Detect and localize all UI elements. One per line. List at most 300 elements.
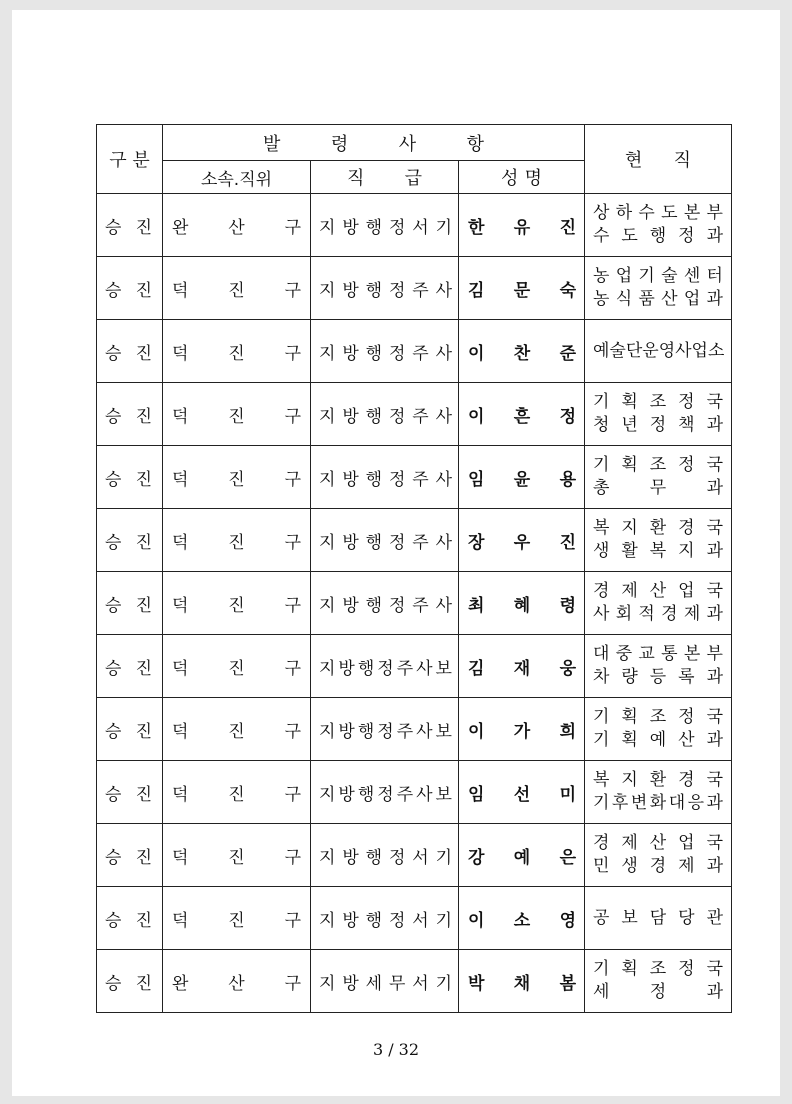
current-position-char: 대 (593, 644, 610, 664)
current-position-char: 획 (621, 392, 638, 412)
grade-char: 무 (388, 973, 406, 994)
current-position-char: 하 (615, 203, 633, 223)
header-char: 직 (673, 150, 691, 171)
grade-char: 사 (435, 532, 452, 553)
current-position-cell (585, 320, 732, 383)
page-number: 3 / 32 (372, 1040, 420, 1059)
current-position-char: 후 (611, 793, 629, 813)
name-char: 김 (468, 280, 485, 301)
category-char: 승 (105, 847, 122, 868)
grade-char: 정 (388, 280, 406, 301)
current-position-char: 업 (678, 833, 695, 853)
grade-char: 주 (412, 532, 429, 553)
grade-char: 지 (319, 343, 336, 364)
header-gubun: 구 분 (97, 125, 163, 194)
category-char: 승 (105, 658, 122, 679)
current-position-char: 과 (706, 982, 723, 1002)
grade-char: 서 (412, 847, 429, 868)
grade-cell (311, 761, 459, 824)
current-position-char: 상 (593, 203, 610, 223)
current-position-char: 업 (683, 289, 701, 309)
name-cell (459, 698, 585, 761)
current-position-char: 경 (649, 856, 667, 876)
grade-char: 행 (365, 343, 383, 364)
current-position-char: 기 (593, 730, 610, 750)
category-cell (97, 509, 163, 572)
grade-char: 주 (412, 280, 429, 301)
current-position-char: 정 (678, 226, 695, 246)
current-position-char: 과 (706, 541, 723, 561)
department-char: 진 (228, 406, 245, 427)
grade-char: 주 (396, 658, 414, 679)
current-position-char: 복 (649, 541, 667, 561)
header-jikgeup (311, 161, 459, 194)
category-char: 진 (135, 406, 152, 427)
current-position-char: 수 (593, 226, 610, 246)
table-row (97, 635, 732, 698)
current-position-char: 획 (621, 455, 638, 475)
name-char: 문 (513, 280, 531, 301)
current-position-char: 술 (661, 266, 678, 286)
grade-char: 보 (435, 658, 452, 679)
department-char: 구 (284, 532, 301, 553)
grade-char: 행 (357, 721, 375, 742)
current-position-char: 농 (593, 266, 610, 286)
grade-cell (311, 635, 459, 698)
current-position-char: 화 (649, 793, 667, 813)
current-position-char: 경 (593, 833, 610, 853)
grade-char: 지 (319, 595, 336, 616)
current-position-char: 년 (621, 415, 638, 435)
current-position-char: 과 (706, 604, 723, 624)
current-position-char: 정 (678, 959, 695, 979)
table-row (97, 509, 732, 572)
current-position-char: 국 (706, 833, 723, 853)
current-position-char: 부 (706, 203, 723, 223)
table-row (97, 572, 732, 635)
department-cell (163, 509, 311, 572)
header-char: 발 (263, 133, 281, 155)
header-char: 직 (347, 168, 365, 189)
category-cell (97, 698, 163, 761)
department-cell (163, 383, 311, 446)
current-position-char: 국 (706, 959, 723, 979)
department-char: 산 (228, 973, 245, 994)
current-position-line (593, 202, 723, 225)
current-position-char: 업 (678, 581, 695, 601)
current-position-char: 량 (621, 667, 638, 687)
current-position-line (593, 981, 723, 1004)
current-position-char: 국 (706, 581, 723, 601)
current-position-line (593, 454, 723, 477)
current-position-char: 회 (615, 604, 633, 624)
grade-char: 정 (388, 217, 406, 238)
current-position-char: 산 (649, 833, 667, 853)
name-char: 미 (559, 784, 576, 805)
current-position-char: 도 (621, 226, 638, 246)
current-position-line (593, 540, 723, 563)
grade-char: 기 (435, 217, 452, 238)
category-char: 진 (135, 217, 152, 238)
grade-char: 정 (377, 658, 394, 679)
department-char: 진 (228, 532, 245, 553)
category-cell (97, 824, 163, 887)
current-position-char: 생 (593, 541, 610, 561)
grade-char: 방 (342, 469, 359, 490)
current-position-char: 복 (593, 518, 610, 538)
current-position-line (593, 769, 723, 792)
current-position-char: 민 (593, 856, 610, 876)
current-position-cell (585, 635, 732, 698)
table-row (97, 383, 732, 446)
name-char: 정 (559, 406, 576, 427)
current-position-cell (585, 194, 732, 257)
grade-char: 주 (412, 406, 429, 427)
current-position-char: 적 (638, 604, 655, 624)
grade-char: 행 (365, 217, 383, 238)
grade-char: 행 (365, 595, 383, 616)
current-position-char: 과 (706, 730, 723, 750)
current-position-char: 활 (621, 541, 638, 561)
name-char: 희 (559, 721, 576, 742)
current-position-char: 대 (668, 793, 686, 813)
grade-char: 지 (319, 784, 336, 805)
current-position-char: 산 (661, 289, 678, 309)
current-position-cell (585, 509, 732, 572)
grade-char: 방 (338, 658, 355, 679)
grade-char: 지 (319, 847, 336, 868)
grade-char: 정 (388, 847, 406, 868)
name-cell (459, 446, 585, 509)
current-position-char: 과 (706, 226, 723, 246)
current-position-char: 정 (649, 415, 667, 435)
department-char: 구 (284, 217, 301, 238)
grade-cell (311, 446, 459, 509)
name-char: 령 (559, 595, 576, 616)
department-char: 구 (284, 280, 301, 301)
current-position-cell (585, 257, 732, 320)
current-position-cell (585, 698, 732, 761)
department-cell (163, 824, 311, 887)
department-cell (163, 950, 311, 1013)
department-char: 구 (284, 406, 301, 427)
category-char: 진 (135, 280, 152, 301)
name-char: 혜 (513, 595, 531, 616)
current-position-char: 공 (593, 907, 610, 928)
grade-cell (311, 887, 459, 950)
department-char: 산 (228, 217, 245, 238)
current-position-char: 무 (649, 478, 667, 498)
grade-char: 지 (319, 721, 336, 742)
current-position-char: 과 (706, 415, 723, 435)
current-position-char: 청 (593, 415, 610, 435)
name-char: 윤 (513, 469, 531, 490)
grade-char: 지 (319, 910, 336, 931)
category-cell (97, 950, 163, 1013)
header-balryeong (163, 125, 585, 161)
name-cell (459, 257, 585, 320)
current-position-char: 제 (621, 581, 638, 601)
grade-char: 방 (342, 343, 359, 364)
grade-char: 방 (342, 532, 359, 553)
grade-char: 주 (412, 343, 429, 364)
current-position-line (593, 832, 723, 855)
current-position-char: 과 (706, 793, 723, 813)
current-position-char: 환 (649, 518, 667, 538)
department-char: 완 (172, 217, 189, 238)
department-char: 구 (284, 343, 301, 364)
category-char: 진 (135, 343, 152, 364)
department-cell (163, 635, 311, 698)
grade-char: 정 (388, 532, 406, 553)
current-position-cell (585, 950, 732, 1013)
current-position-char: 환 (649, 770, 667, 790)
current-position-cell (585, 824, 732, 887)
name-char: 소 (513, 910, 531, 931)
category-char: 승 (105, 217, 122, 238)
header-char: 항 (466, 133, 484, 155)
current-position-line (593, 729, 723, 752)
current-position-char: 경 (678, 770, 695, 790)
table-row (97, 698, 732, 761)
grade-char: 방 (342, 406, 359, 427)
grade-char: 서 (412, 910, 429, 931)
name-char: 봄 (559, 973, 576, 994)
department-char: 덕 (172, 847, 189, 868)
header-char: 현 (625, 150, 643, 171)
current-position-char: 예 (649, 730, 667, 750)
grade-char: 정 (377, 784, 394, 805)
grade-char: 주 (412, 595, 429, 616)
name-char: 한 (468, 217, 485, 238)
category-cell (97, 572, 163, 635)
grade-char: 기 (435, 847, 452, 868)
grade-char: 정 (388, 406, 406, 427)
department-char: 진 (228, 658, 245, 679)
name-char: 임 (468, 784, 485, 805)
current-position-char: 터 (706, 266, 723, 286)
current-position-char: 경 (661, 604, 678, 624)
grade-char: 기 (435, 973, 452, 994)
current-position-char: 기 (638, 266, 655, 286)
grade-char: 정 (388, 910, 406, 931)
category-char: 진 (135, 469, 152, 490)
department-char: 덕 (172, 910, 189, 931)
current-position-char: 경 (678, 518, 695, 538)
current-position-char: 조 (649, 455, 667, 475)
name-char: 강 (468, 847, 485, 868)
current-position-line (593, 706, 723, 729)
current-position-line (593, 958, 723, 981)
current-position-line (593, 391, 723, 414)
department-char: 구 (284, 721, 301, 742)
department-char: 덕 (172, 784, 189, 805)
current-position-char: 통 (661, 644, 678, 664)
category-char: 승 (105, 595, 122, 616)
current-position-char: 농 (593, 289, 610, 309)
grade-cell (311, 572, 459, 635)
current-position-char: 행 (649, 226, 667, 246)
department-char: 덕 (172, 658, 189, 679)
current-position-char: 과 (706, 856, 723, 876)
grade-char: 사 (435, 280, 452, 301)
category-char: 승 (105, 532, 122, 553)
category-cell (97, 761, 163, 824)
department-char: 완 (172, 973, 189, 994)
name-char: 박 (468, 973, 485, 994)
grade-char: 지 (319, 658, 336, 679)
name-char: 김 (468, 658, 485, 679)
grade-char: 보 (435, 784, 452, 805)
category-cell (97, 446, 163, 509)
current-position-cell (585, 572, 732, 635)
current-position-char: 교 (638, 644, 655, 664)
name-char: 이 (468, 343, 485, 364)
grade-cell (311, 320, 459, 383)
current-position-char: 응 (687, 793, 705, 813)
current-position-char: 지 (621, 770, 638, 790)
name-char: 이 (468, 406, 485, 427)
current-position-char: 획 (621, 707, 638, 727)
department-char: 진 (228, 784, 245, 805)
current-position-char: 센 (683, 266, 701, 286)
current-position-char: 세 (593, 982, 610, 1002)
current-position-char: 중 (615, 644, 633, 664)
department-cell (163, 887, 311, 950)
grade-char: 지 (319, 469, 336, 490)
header-char: 성 (501, 168, 519, 189)
current-position-line (593, 603, 723, 626)
current-position-line (593, 792, 723, 815)
current-position-char: 정 (678, 392, 695, 412)
grade-char: 방 (342, 280, 359, 301)
name-char: 이 (468, 910, 485, 931)
name-char: 은 (559, 847, 576, 868)
name-char: 임 (468, 469, 485, 490)
department-char: 진 (228, 847, 245, 868)
table-row (97, 194, 732, 257)
current-position-char: 등 (649, 667, 667, 687)
table-row (97, 257, 732, 320)
current-position-char: 책 (678, 415, 695, 435)
grade-cell (311, 698, 459, 761)
grade-char: 서 (412, 217, 429, 238)
grade-char: 주 (396, 784, 414, 805)
current-position-char: 록 (678, 667, 695, 687)
department-cell (163, 257, 311, 320)
grade-cell (311, 509, 459, 572)
grade-char: 행 (365, 469, 383, 490)
name-char: 우 (513, 532, 531, 553)
category-char: 승 (105, 469, 122, 490)
current-position-char: 식 (615, 289, 633, 309)
current-position-line (593, 666, 723, 689)
category-cell (97, 257, 163, 320)
category-char: 진 (135, 532, 152, 553)
table-row (97, 887, 732, 950)
current-position-char: 생 (621, 856, 638, 876)
grade-char: 정 (388, 469, 406, 490)
current-position-line (593, 907, 723, 930)
current-position-cell (585, 446, 732, 509)
current-position-cell (585, 887, 732, 950)
category-char: 진 (135, 910, 152, 931)
category-char: 진 (135, 595, 152, 616)
department-char: 덕 (172, 343, 189, 364)
name-char: 이 (468, 721, 485, 742)
current-position-char: 차 (593, 667, 610, 687)
grade-char: 정 (388, 595, 406, 616)
table-row (97, 950, 732, 1013)
category-char: 승 (105, 910, 122, 931)
grade-char: 행 (365, 406, 383, 427)
header-seongmyeong (459, 161, 585, 194)
header-char: 급 (404, 168, 422, 189)
current-position-line (593, 855, 723, 878)
department-char: 덕 (172, 469, 189, 490)
current-position-char: 과 (706, 289, 723, 309)
name-char: 웅 (559, 658, 576, 679)
grade-char: 행 (365, 532, 383, 553)
grade-char: 지 (319, 406, 336, 427)
grade-char: 지 (319, 973, 336, 994)
department-cell (163, 761, 311, 824)
current-position-char: 과 (706, 478, 723, 498)
grade-char: 정 (388, 343, 406, 364)
name-cell (459, 509, 585, 572)
department-cell (163, 446, 311, 509)
department-char: 덕 (172, 595, 189, 616)
grade-char: 방 (342, 595, 359, 616)
department-char: 구 (284, 847, 301, 868)
current-position-char: 본 (683, 644, 701, 664)
department-char: 구 (284, 910, 301, 931)
current-position-char: 업 (615, 266, 633, 286)
name-char: 진 (559, 217, 576, 238)
current-position-char: 산 (649, 581, 667, 601)
grade-char: 사 (416, 658, 433, 679)
current-position-char: 조 (649, 392, 667, 412)
name-char: 장 (468, 532, 485, 553)
grade-char: 사 (416, 721, 433, 742)
grade-char: 주 (412, 469, 429, 490)
current-position-char: 정 (649, 982, 667, 1002)
category-char: 진 (135, 721, 152, 742)
current-position-char: 당 (678, 907, 695, 928)
current-position-char: 품 (638, 289, 655, 309)
category-char: 진 (135, 784, 152, 805)
current-position-char: 변 (630, 793, 648, 813)
name-cell (459, 824, 585, 887)
grade-char: 방 (338, 721, 355, 742)
grade-cell (311, 824, 459, 887)
current-position-char: 총 (593, 478, 610, 498)
grade-char: 행 (365, 280, 383, 301)
name-char: 최 (468, 595, 485, 616)
grade-char: 기 (435, 910, 452, 931)
department-char: 덕 (172, 532, 189, 553)
grade-char: 서 (412, 973, 429, 994)
category-char: 진 (135, 847, 152, 868)
current-position-cell (585, 761, 732, 824)
name-char: 채 (513, 973, 531, 994)
table-row (97, 320, 732, 383)
category-char: 승 (105, 280, 122, 301)
grade-cell (311, 194, 459, 257)
category-cell (97, 383, 163, 446)
grade-char: 사 (435, 343, 452, 364)
current-position-char: 기 (593, 392, 610, 412)
